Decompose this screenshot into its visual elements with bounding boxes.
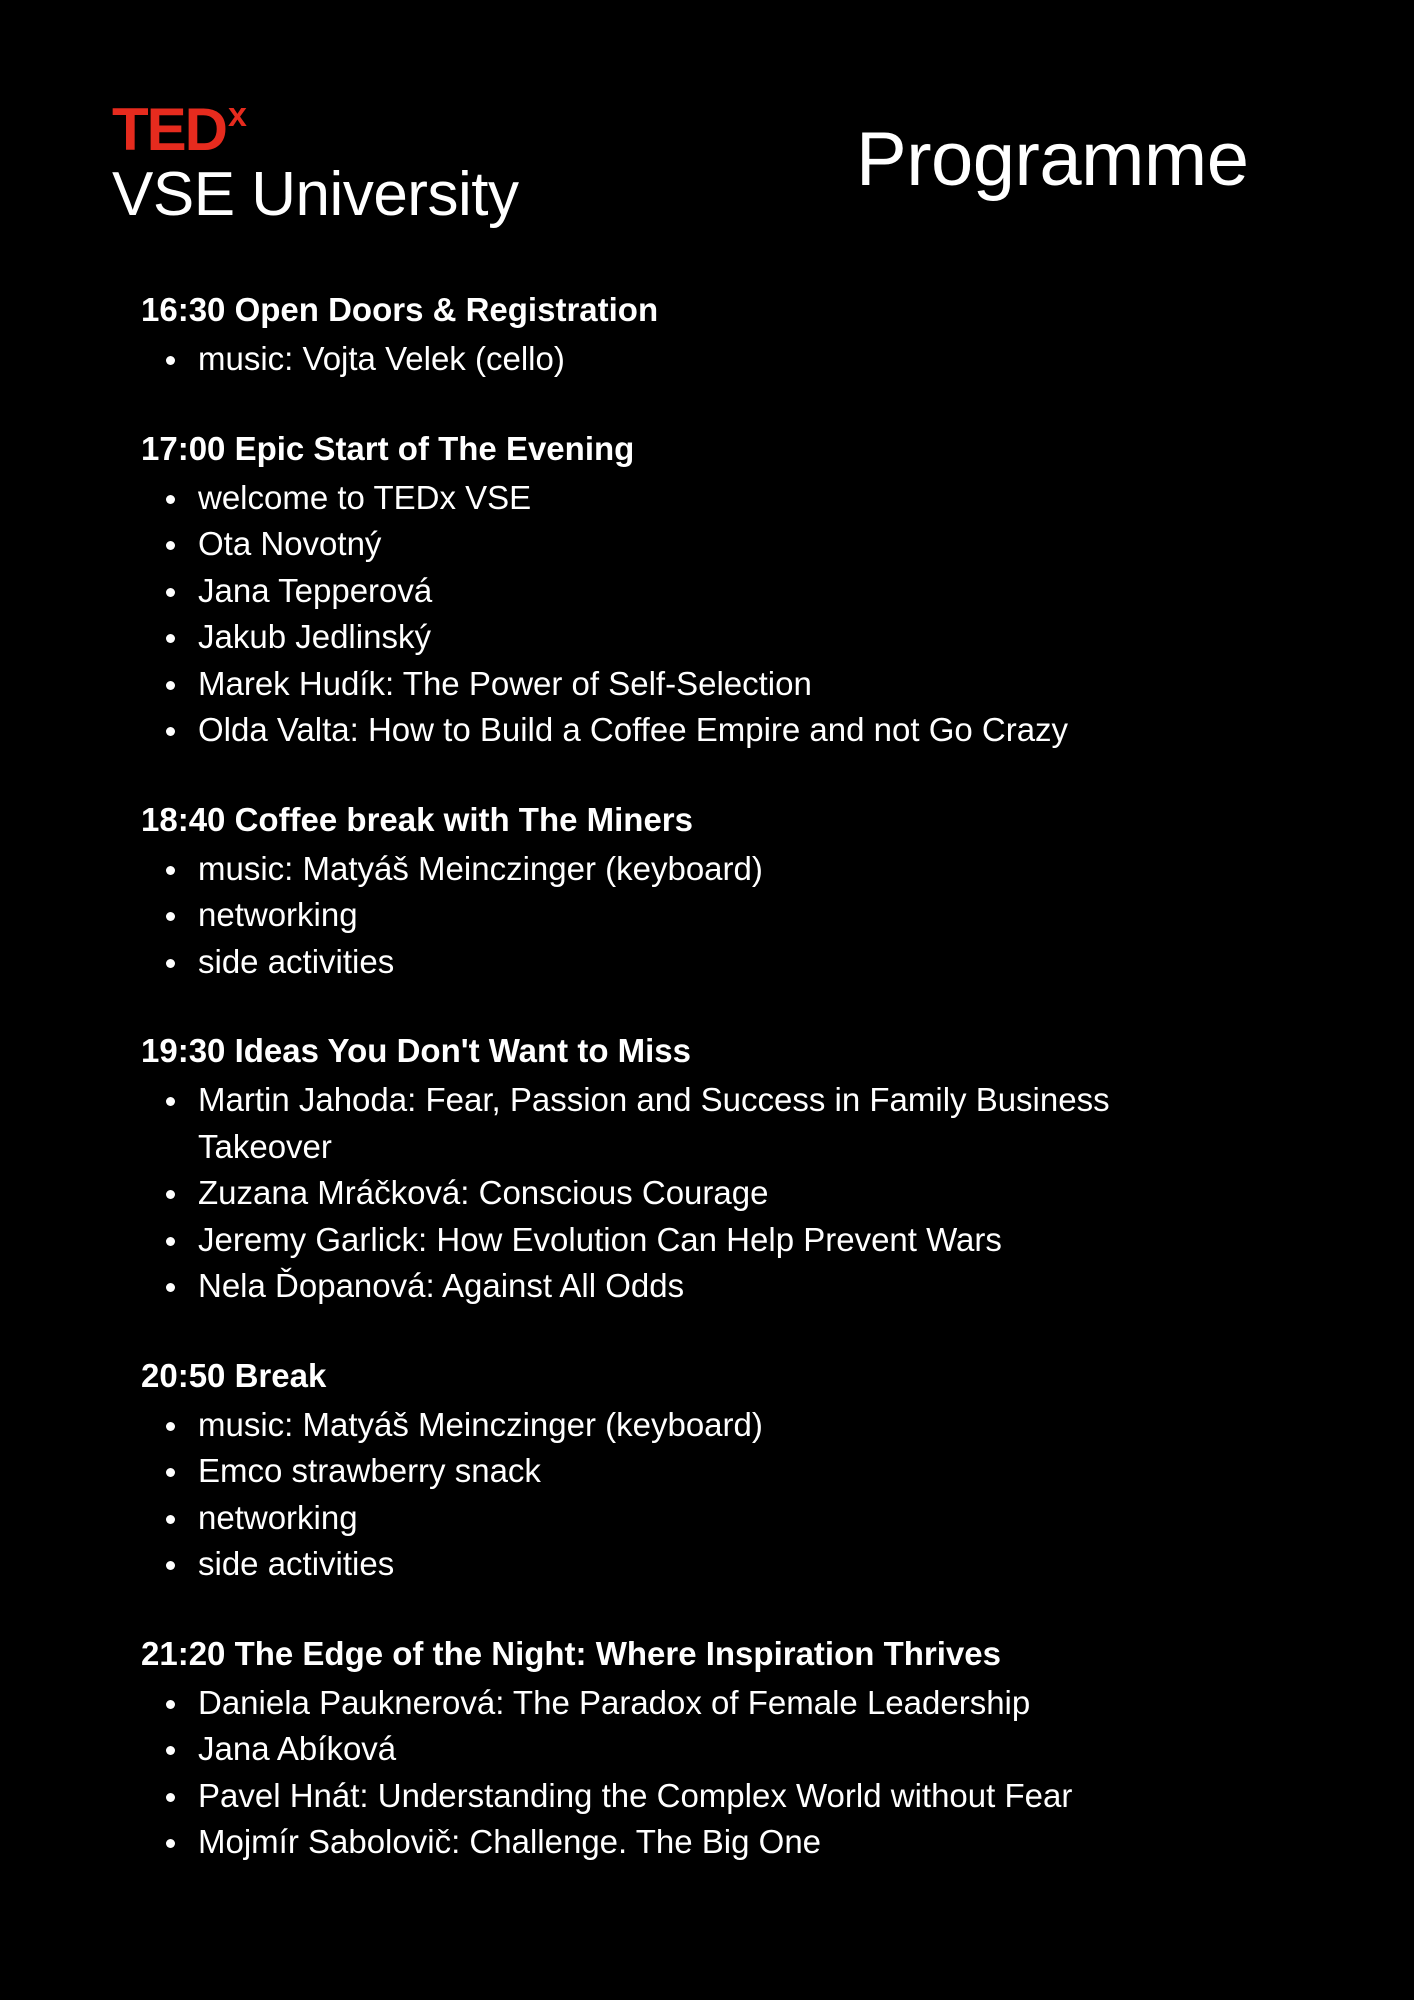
list-item: side activities bbox=[141, 939, 1198, 986]
block-title: Epic Start of The Evening bbox=[234, 429, 635, 467]
logo-mark: TED bbox=[112, 96, 226, 163]
block-heading bbox=[141, 1356, 1281, 1396]
list-item: Nela Ďopanová: Against All Odds bbox=[141, 1263, 1198, 1310]
block-time: 20:50 bbox=[141, 1356, 226, 1394]
block-items bbox=[141, 846, 1281, 986]
list-item: Pavel Hnát: Understanding the Complex World without Fear bbox=[141, 1773, 1198, 1820]
block-heading bbox=[141, 1031, 1281, 1071]
list-item: welcome to TEDx VSE bbox=[141, 475, 1198, 522]
block-items bbox=[141, 1077, 1281, 1310]
list-item: Emco strawberry snack bbox=[141, 1448, 1198, 1495]
block-time: 17:00 bbox=[141, 429, 226, 467]
block-items bbox=[141, 475, 1281, 754]
logo-superscript-x: x bbox=[228, 96, 247, 134]
tedx-logo bbox=[112, 96, 518, 163]
list-item: Jakub Jedlinský bbox=[141, 614, 1198, 661]
programme-block bbox=[141, 1634, 1281, 1866]
block-items bbox=[141, 1680, 1281, 1866]
programme-block bbox=[141, 800, 1281, 986]
list-item: side activities bbox=[141, 1541, 1198, 1588]
list-item: Daniela Pauknerová: The Paradox of Female Leadership bbox=[141, 1680, 1198, 1727]
list-item: networking bbox=[141, 1495, 1198, 1542]
block-items bbox=[141, 336, 1281, 383]
list-item: Mojmír Sabolovič: Challenge. The Big One bbox=[141, 1819, 1198, 1866]
header bbox=[112, 96, 519, 229]
list-item: music: Matyáš Meinczinger (keyboard) bbox=[141, 846, 1198, 893]
list-item: Marek Hudík: The Power of Self-Selection bbox=[141, 661, 1198, 708]
block-title: Break bbox=[234, 1356, 327, 1394]
block-heading bbox=[141, 429, 1281, 469]
list-item: Jeremy Garlick: How Evolution Can Help Prevent Wars bbox=[141, 1217, 1198, 1264]
block-time: 16:30 bbox=[141, 291, 226, 328]
programme-block bbox=[141, 429, 1281, 754]
list-item: Ota Novotný bbox=[141, 521, 1198, 568]
programme-block bbox=[141, 290, 1281, 383]
list-item: Zuzana Mráčková: Conscious Courage bbox=[141, 1170, 1198, 1217]
list-item: Olda Valta: How to Build a Coffee Empire and not Go Crazy bbox=[141, 707, 1198, 754]
block-time: 19:30 bbox=[141, 1032, 226, 1069]
list-item: networking bbox=[141, 892, 1198, 939]
block-items bbox=[141, 1402, 1281, 1588]
block-time: 18:40 bbox=[141, 800, 226, 838]
block-time: 21:20 bbox=[141, 1634, 226, 1672]
list-item: music: Matyáš Meinczinger (keyboard) bbox=[141, 1402, 1198, 1449]
block-title: Open Doors & Registration bbox=[234, 291, 659, 328]
block-heading bbox=[141, 290, 1281, 330]
block-title: Coffee break with The Miners bbox=[234, 800, 694, 838]
page-title: Programme bbox=[856, 117, 1249, 202]
organizer-name: VSE University bbox=[112, 160, 519, 229]
block-title: Ideas You Don't Want to Miss bbox=[234, 1032, 692, 1069]
programme-list bbox=[141, 290, 1281, 1912]
list-item: music: Vojta Velek (cello) bbox=[141, 336, 1198, 383]
list-item: Jana Tepperová bbox=[141, 568, 1198, 615]
block-heading bbox=[141, 800, 1281, 840]
block-title: The Edge of the Night: Where Inspiration Thrives bbox=[234, 1634, 1001, 1672]
list-item: Martin Jahoda: Fear, Passion and Success in Family Business Takeover bbox=[141, 1077, 1198, 1170]
list-item: Jana Abíková bbox=[141, 1726, 1198, 1773]
programme-block bbox=[141, 1356, 1281, 1588]
programme-block bbox=[141, 1031, 1281, 1310]
block-heading bbox=[141, 1634, 1281, 1674]
